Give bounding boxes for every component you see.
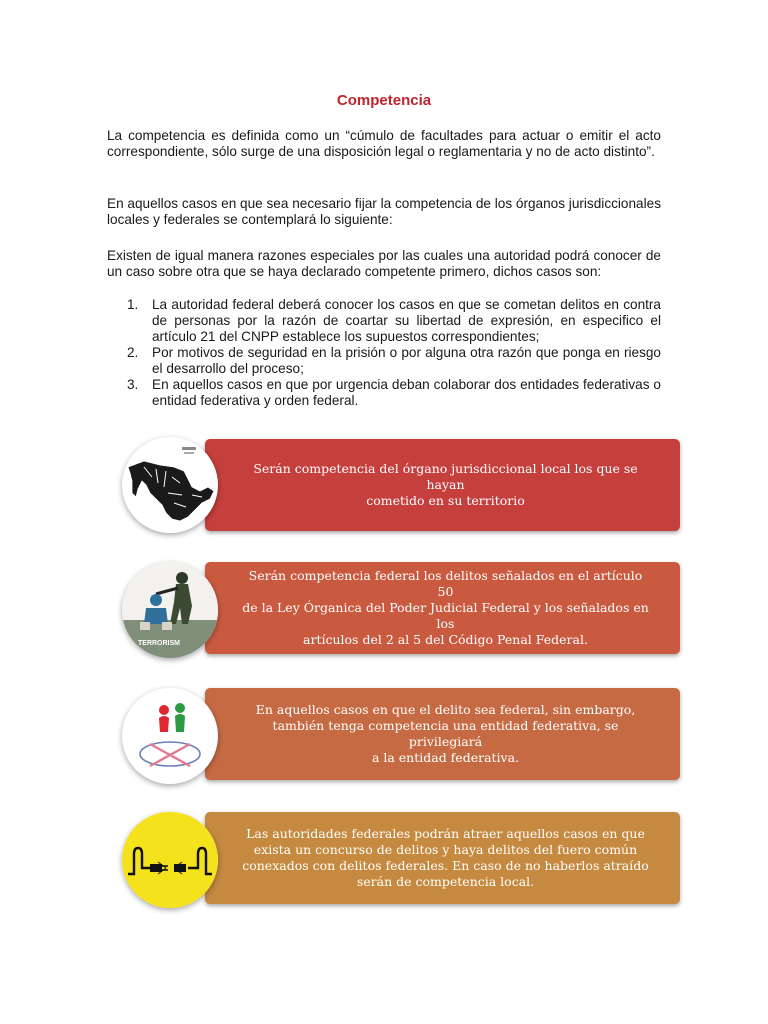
connectors-icon: [122, 812, 218, 908]
list-text: Por motivos de seguridad en la prisión o por alguna otra razón que ponga en riesgo el desarrollo del proceso;: [152, 345, 661, 376]
page-title: Competencia: [336, 92, 432, 109]
card-text-line: exista un concurso de delitos y haya delitos del fuero común: [253, 842, 638, 857]
card-text-line: serán de competencia local.: [356, 874, 535, 889]
card-text-line: conexados con delitos federales. En caso de no haberlos atraído: [242, 858, 649, 873]
competence-card-federal: [205, 562, 680, 654]
list-text: En aquellos casos en que por urgencia deban colaborar dos entidades federativas o entidad federativa y orden federal.: [152, 377, 661, 408]
list-number: 1.: [127, 297, 139, 312]
list-number: 2.: [127, 345, 139, 360]
image-caption: TERRORISM: [138, 640, 180, 647]
numbered-list: [107, 297, 661, 409]
list-item: [107, 377, 661, 409]
paragraph-special-reasons: Existen de igual manera razones especiales por las cuales una autoridad podrá conocer de un caso sobre otra que se haya declarado competente primero, dichos casos son:: [107, 248, 661, 279]
card-text-line: cometido en su territorio: [366, 493, 525, 508]
card-text-line: Serán competencia federal los delitos señalados en el artículo 50: [248, 568, 643, 599]
card-text-line: Las autoridades federales podrán atraer aquellos casos en que: [246, 826, 645, 841]
competence-card-local: [205, 439, 680, 531]
competence-card-attraction: [205, 812, 680, 904]
card-text-line: Serán competencia del órgano jurisdiccional local los que se hayan: [253, 461, 638, 492]
list-text: La autoridad federal deberá conocer los casos en que se cometan delitos en contra de personas por la razón de coartar su libertad de expresión, en especifico el artículo 21 del CNPP establece los supuestos correspondientes;: [152, 297, 661, 344]
list-item: [107, 297, 661, 345]
card-text-line: En aquellos casos en que el delito sea federal, sin embargo,: [255, 702, 636, 717]
list-number: 3.: [127, 377, 139, 392]
card-text-line: también tenga competencia una entidad federativa, se privilegiará: [272, 718, 619, 749]
paragraph-intro: En aquellos casos en que sea necesario fijar la competencia de los órganos jurisdiccionales locales y federales se contemplará lo siguiente:: [107, 196, 661, 227]
card-text-line: de la Ley Órganica del Poder Judicial Federal y los señalados en los: [242, 600, 649, 631]
paragraph-definition: La competencia es definida como un “cúmulo de facultades para actuar o emitir el acto correspondiente, sólo surge de una disposición legal o reglamentaria y no de acto distinto”.: [107, 128, 661, 159]
game-pieces-icon: [122, 688, 218, 784]
competence-card-shared: [205, 688, 680, 780]
terrorism-icon: [122, 562, 218, 658]
card-text-line: a la entidad federativa.: [371, 750, 520, 765]
list-item: [107, 345, 661, 377]
card-text-line: artículos del 2 al 5 del Código Penal Federal.: [303, 632, 588, 647]
mexico-map-icon: [122, 437, 218, 533]
